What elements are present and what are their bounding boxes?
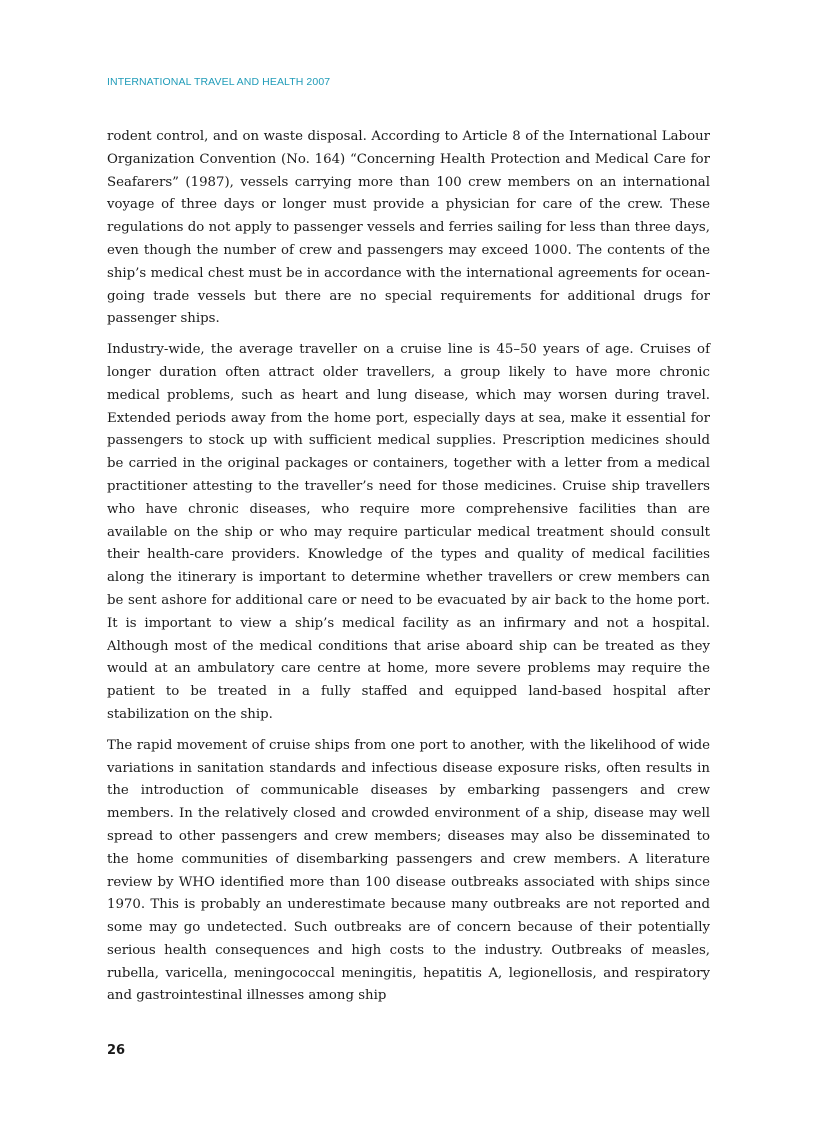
running-header: INTERNATIONAL TRAVEL AND HEALTH 2007: [107, 76, 331, 88]
page-number: 26: [107, 1043, 126, 1058]
paragraph-2: Industry-wide, the average traveller on a cruise line is 45–50 years of age. Cruises of longer duration often attract older travellers, a group likely to have more chronic medical problems, such as heart and lung disease, which may worsen during travel. Extended periods away from the home port, especially days at sea, make it essential for passengers to stock up with sufficient medical supplies. Prescription medicines should be carried in the original packages or containers, together with a letter from a medical practitioner attesting to the traveller’s need for those medicines. Cruise ship travellers who have chronic diseases, who require more comprehensive facilities than are available on the ship or who may require particular medical treatment should consult their health-care providers. Knowledge of the types and quality of medical facilities along the itinerary is important to determine whether travellers or crew members can be sent ashore for additional care or need to be evacuated by air back to the home port. It is important to view a ship’s medical facility as an infirmary and not a hospital. Although most of the medical conditions that arise aboard ship can be treated as they would at an ambulatory care centre at home, more severe problems may require the patient to be treated in a fully staffed and equipped land-based hospital after stabilization on the ship.: [107, 342, 710, 722]
paragraph-3: The rapid movement of cruise ships from one port to another, with the likelihood of wide variations in sanitation standards and infectious disease exposure risks, often results in the introduction of communicable diseases by embarking passengers and crew members. In the relatively closed and crowded environment of a ship, disease may well spread to other passengers and crew members; diseases may also be disseminated to the home communities of disembarking passengers and crew members. A literature review by WHO identified more than 100 disease outbreaks associated with ships since 1970. This is probably an underestimate because many outbreaks are not reported and some may go undetected. Such outbreaks are of concern because of their potentially serious health consequences and high costs to the industry. Outbreaks of measles, rubella, varicella, meningococcal meningitis, hepatitis A, legionellosis, and respiratory and gastrointestinal illnesses among ship: [107, 737, 710, 1004]
paragraph-1: rodent control, and on waste disposal. According to Article 8 of the International Labour Organization Convention (No. 164) “Concerning Health Protection and Medical Care for Seafarers” (1987), vessels carrying more than 100 crew members on an international voyage of three days or longer must provide a physician for care of the crew. These regulations do not apply to passenger vessels and ferries sailing for less than three days, even though the number of crew and passengers may exceed 1000. The contents of the ship’s medical chest must be in accordance with the international agreements for ocean-going trade vessels but there are no special requirements for additional drugs for passenger ships.: [107, 129, 710, 327]
body-text: [107, 126, 710, 1016]
